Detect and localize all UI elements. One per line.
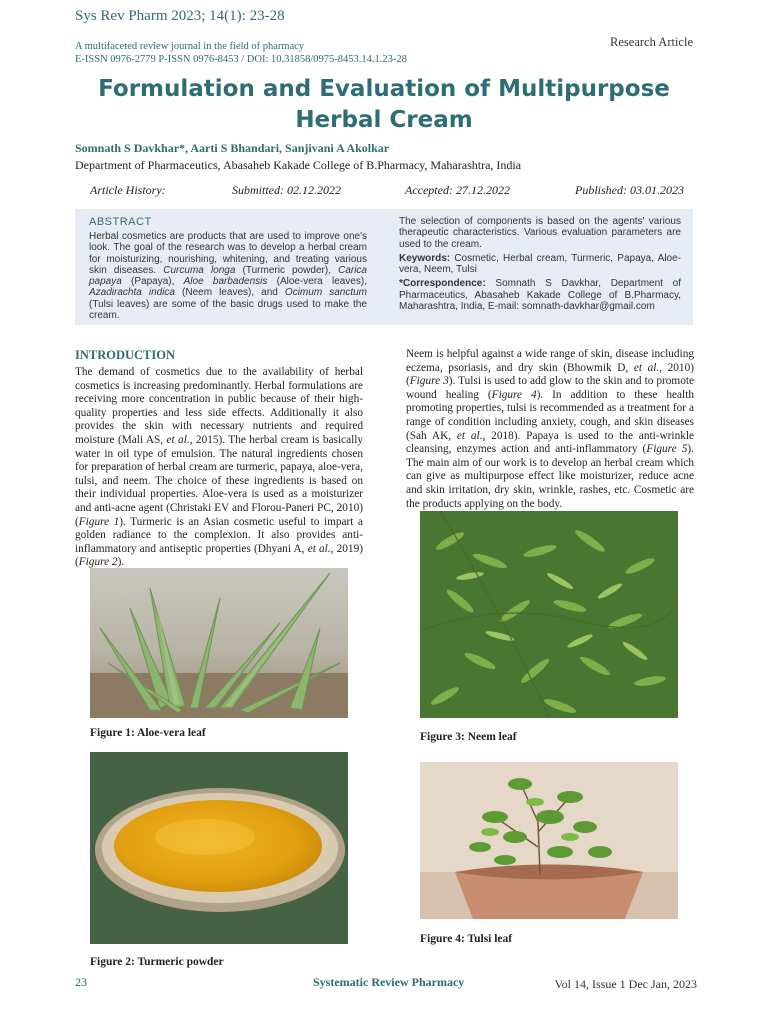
introduction-right-text: Neem is helpful against a wide range of skin, disease including eczema, psoriasis, and dry skin (Bhowmik D, et al., 2010) (Figure 3). Tulsi is used to add glow to the skin and to promote wound healing (Figure 4). In addition to these health promoting properties, tulsi is recommended as a treatment for a range of condition including anxiety, cough, and skin diseases (Sah AK, et al., 2018). Papaya is used to the anti-wrinkle cleansing, enzymes action and anti-inflammatory (Figure 5). The main aim of our work is to develop an herbal cream which can give as multipurpose effect like moisturizer, reduce acne and skin irritation, dry skin, wrinkle, rashes, etc. Cosmetic are the products applying on the body. [406, 348, 695, 510]
page-number: 23 [75, 975, 87, 989]
submitted-date: Submitted: 02.12.2022 [232, 183, 341, 197]
department: Department of Pharmaceutics, Abasaheb Kakade College of B.Pharmacy, Maharashtra, India [75, 158, 522, 172]
figure-neem-photo [420, 511, 678, 718]
correspondence: *Correspondence: Somnath S Davkhar, Department of Pharmaceutics, Abasaheb Kakade College of B.Pharmacy, Maharashtra, India, E-mail: somnath-davkhar@gmail.com [399, 278, 681, 313]
published-date: Published: 03.01.2023 [575, 183, 684, 197]
footer-journal: Systematic Review Pharmacy [313, 975, 465, 989]
figure-1-caption: Figure 1: Aloe-vera leaf [90, 727, 206, 739]
accepted-date: Accepted: 27.12.2022 [405, 183, 510, 197]
figure-turmeric-photo [90, 752, 348, 944]
footer-issue: Vol 14, Issue 1 Dec Jan, 2023 [554, 977, 697, 991]
keywords: Keywords: Cosmetic, Herbal cream, Turmeric, Papaya, Aloe-vera, Neem, Tulsi [399, 252, 681, 276]
paper-title: Formulation and Evaluation of Multipurpose Herbal Cream [98, 76, 670, 133]
abstract-selection-text: The selection of components is based on the agents' various therapeutic characteristics. Various evaluation parameters are used to the cream. [399, 216, 681, 250]
introduction-heading: INTRODUCTION [75, 348, 176, 362]
figure-aloe-vera-photo [90, 568, 348, 718]
journal-tagline: A multifaceted review journal in the field of pharmacy [75, 41, 305, 52]
introduction-left-text: The demand of cosmetics due to the availability of herbal cosmetics is increasing predominantly. Herbal formulations are receiving more concentration in public because of their high-quality properties and less side effects. Additionally it also provides the skin with necessary nutrients and required moisture (Mali AS, et al., 2015). The herbal cream is basically water in oil type of emulsion. The natural ingredients chosen for preparation of herbal cream are turmeric, papaya, aloe-vera, tulsi, and neem. The choice of these ingredients is based on their individual properties. Aloe-vera is used as a moisturizer and anti-acne agent (Christaki EV and Florou-Paneri PC, 2010) (Figure 1). Turmeric is an Asian cosmetic useful to impart a golden radiance to the complexion. It also provides anti-inflammatory and antiseptic properties (Dhyani A, et al., 2019) (Figure 2). [75, 366, 364, 569]
issn-doi: E-ISSN 0976-2779 P-ISSN 0976-8453 / DOI: 10.31858/0975-8453.14.1.23-28 [75, 54, 407, 65]
journal-citation: Sys Rev Pharm 2023; 14(1): 23-28 [75, 8, 285, 24]
history-label: Article History: [90, 183, 166, 197]
figure-3-caption: Figure 3: Neem leaf [420, 731, 517, 743]
figure-4-caption: Figure 4: Tulsi leaf [420, 933, 513, 945]
figure-tulsi-photo [420, 762, 678, 919]
authors: Somnath S Davkhar*, Aarti S Bhandari, Sanjivani A Akolkar [75, 141, 390, 155]
abstract-heading: ABSTRACT [89, 216, 152, 228]
abstract-text: Herbal cosmetics are products that are used to improve one's look. The goal of the research was to develop a herbal cream for moisturizing, nourishing, whitening, and treating various skin diseases. Curcuma longa (Turmeric powder), Carica papaya (Papaya), Aloe barbadensis (Aloe-vera leaves), Azadirachta indica (Neem leaves), and Ocimum sanctum (Tulsi leaves) are some of the basic drugs used to make the cream. [89, 231, 367, 322]
article-type: Research Article [610, 35, 693, 49]
figure-2-caption: Figure 2: Turmeric powder [90, 956, 224, 968]
abstract-right-column [399, 216, 681, 315]
